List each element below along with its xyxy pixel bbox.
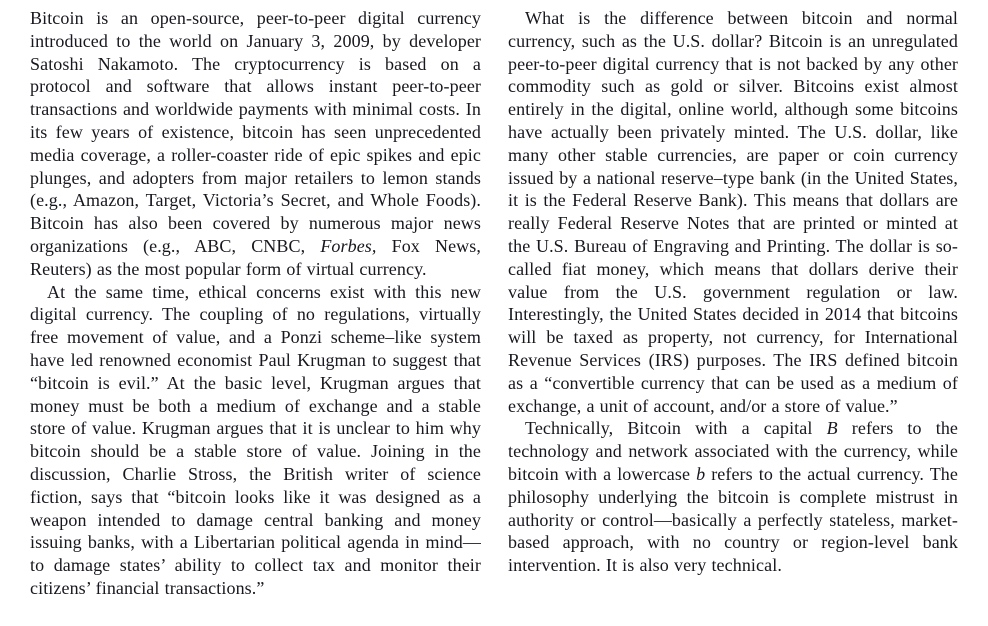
body-text: At the same time, ethical concerns exist with this new digital currency. The coupling of no regulations, virtually free movement of value, and a Ponzi scheme–like system have led renowned economist Paul Krugman to suggest that “bitcoin is evil.” At the basic level, Krugman argues that money must be both a medium of exchange and a stable store of value. Krugman argues that it is unclear to him why bitcoin should be a stable store of value. Joining in the discussion, Charlie Stross, the British writer of science fiction, says that “bitcoin looks like it was designed as a weapon intended to damage central banking and money issuing banks, with a Libertarian political agenda in mind—to damage states’ ability to collect tax and monitor their citizens’ financial transactions.” [30,281,481,598]
paragraph [508,7,958,417]
italic-text: b [696,463,706,484]
paragraph [30,281,481,600]
body-text: What is the difference between bitcoin and normal currency, such as the U.S. dollar? Bitcoin is an unregulated peer-to-peer digital currency that is not backed by any other commodity such as gold or silver. Bitcoins exist almost entirely in the digital, online world, although some bitcoins have actually been privately minted. The U.S. dollar, like many other stable currencies, are paper or coin currency issued by a national reserve–type bank (in the United States, it is the Federal Reserve Bank). This means that dollars are really Federal Reserve Notes that are printed or minted at the U.S. Bureau of Engraving and Printing. The dollar is so-called fiat money, which means that dollars derive their value from the U.S. government regulation or law. Interestingly, the United States decided in 2014 that bitcoins will be taxed as property, not currency, for International Revenue Services (IRS) purposes. The IRS defined bitcoin as a “convertible currency that can be used as a medium of exchange, a unit of account, and/or a store of value.” [508,8,958,416]
body-text: Fox News, Reuters) as the most popular form of virtual currency. [30,235,481,279]
body-text: Technically, Bitcoin with a capital [525,418,827,439]
paragraph [30,7,481,281]
paragraph [508,417,958,577]
body-text: refers to the actual currency. The philosophy underlying the bitcoin is complete mistrust in authority or control—basically a perfectly stateless, market-based approach, with no country or region-level bank intervention. It is also very technical. [508,463,958,576]
text-column-left [30,7,481,600]
italic-text: Forbes, [320,235,377,256]
body-text: refers to the technology and network associated with the currency, while bitcoin with a lowercase [508,418,959,484]
italic-text: B [826,418,838,439]
text-column-right [508,7,958,577]
body-text: Bitcoin is an open-source, peer-to-peer digital currency introduced to the world on January 3, 2009, by developer Satoshi Nakamoto. The cryptocurrency is based on a protocol and software that allows instant peer-to-peer transactions and worldwide payments with minimal costs. In its few years of existence, bitcoin has seen unprecedented media coverage, a roller-coaster ride of epic spikes and epic plunges, and adopters from major retailers to lemon stands (e.g., Amazon, Target, Victoria’s Secret, and Whole Foods). Bitcoin has also been covered by numerous major news organizations (e.g., ABC, CNBC, [30,8,481,256]
two-column-layout [30,7,958,600]
